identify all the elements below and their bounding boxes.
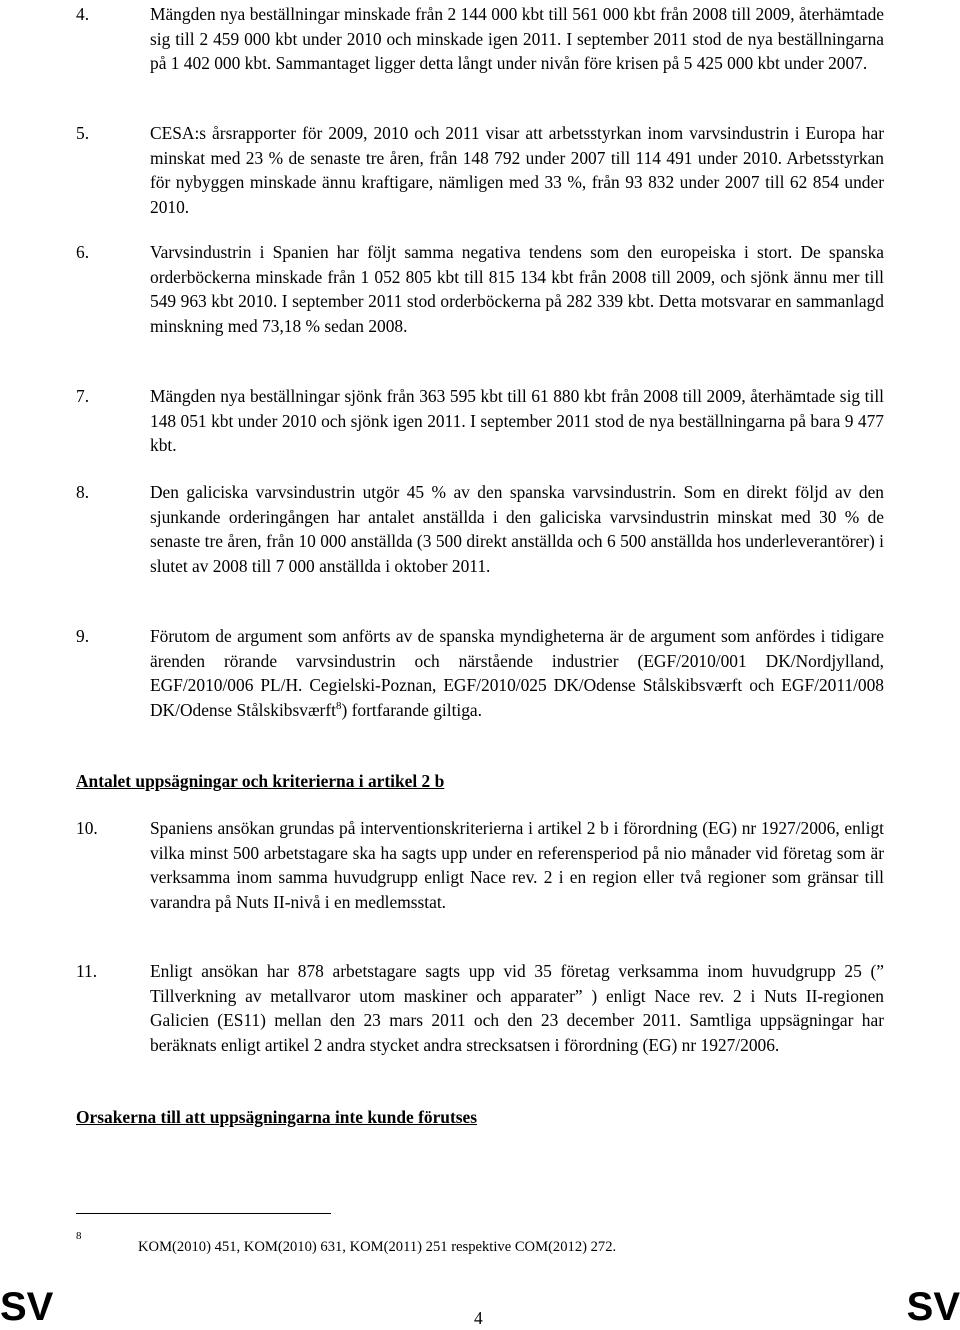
paragraph-5: [76, 121, 884, 219]
paragraph-number: 11.: [76, 961, 98, 981]
footer-language-right: SV: [906, 1285, 960, 1329]
footnote-text: KOM(2010) 451, KOM(2010) 631, KOM(2011) 251 respektive COM(2012) 272.: [138, 1239, 617, 1255]
footnote-mark: 8: [76, 1230, 82, 1242]
paragraph-8: [76, 480, 884, 578]
paragraph-text-tail: ) fortfarande giltiga.: [341, 699, 482, 720]
paragraph-text: Varvsindustrin i Spanien har följt samma negativa tendens som den europeiska i stort. De spanska orderböckerna minskade från 1 052 805 kbt till 815 134 kbt från 2008 till 2009, och sjönk ännu mer till 549 963 kbt 2010. I september 2011 stod orderböckerna på 282 339 kbt. Detta motsvarar en sammanlagd minskning med 73,18 % sedan 2008.: [150, 242, 884, 336]
paragraph-number: 8.: [76, 482, 90, 502]
paragraph-number: 10.: [76, 818, 98, 838]
paragraph-text: Spaniens ansökan grundas på interventionskriterierna i artikel 2 b i förordning (EG) nr 1927/2006, enligt vilka minst 500 arbetstagare ska ha sagts upp under en referensperiod på nio månader vid företag som är verksamma inom samma huvudgrupp enligt Nace rev. 2 i en region eller två regioner som gränsar till varandra på Nuts II-nivå i en medlemsstat.: [150, 818, 884, 912]
paragraph-4: [76, 2, 884, 76]
paragraph-9: [76, 624, 884, 722]
paragraph-11: [76, 959, 884, 1057]
paragraph-text-main: Förutom de argument som anförts av de spanska myndigheterna är de argument som anfördes i tidigare ärenden rörande varvsindustrin och närstående industrier (EGF/2010/001 DK/Nordjylland, EGF/2010/006 PL/H. Cegielski-Poznan, EGF/2010/025 DK/Odense Stålskibsværft och EGF/2011/008 DK/Odense Stålskibsværft: [150, 626, 884, 720]
page-number: 4: [474, 1308, 483, 1328]
paragraph-7: [76, 384, 884, 458]
footnote-divider: [76, 1213, 331, 1214]
paragraph-number: 4.: [76, 4, 90, 24]
section-heading-causes: Orsakerna till att uppsägningarna inte kunde förutses: [76, 1107, 478, 1127]
paragraph-text: Mängden nya beställningar minskade från 2 144 000 kbt till 561 000 kbt från 2008 till 2009, återhämtade sig till 2 459 000 kbt under 2010 och minskade igen 2011. I september 2011 stod de nya beställningarna på 1 402 000 kbt. Sammantaget ligger detta långt under nivån före krisen på 5 425 000 kbt under 2007.: [150, 4, 884, 74]
paragraph-text: [150, 624, 884, 722]
paragraph-number: 9.: [76, 626, 90, 646]
paragraph-number: 7.: [76, 386, 90, 406]
footnote-reference: 8: [335, 699, 342, 712]
paragraph-text: Den galiciska varvsindustrin utgör 45 % av den spanska varvsindustrin. Som en direkt följd av den sjunkande orderingången har antalet anställda i den galiciska varvsindustrin minskat med 30 % de senaste tre åren, från 10 000 anställda (3 500 direkt anställda och 6 500 anställda hos underleverantörer) i slutet av 2008 till 7 000 anställda i oktober 2011.: [150, 482, 884, 576]
footer-language-left: SV: [0, 1285, 54, 1329]
paragraph-number: 5.: [76, 123, 90, 143]
paragraph-text: CESA:s årsrapporter för 2009, 2010 och 2011 visar att arbetsstyrkan inom varvsindustrin i Europa har minskat med 23 % de senaste tre åren, från 148 792 under 2007 till 114 491 under 2010. Arbetsstyrkan för nybyggen minskade ännu kraftigare, nämligen med 33 %, från 93 832 under 2007 till 62 854 under 2010.: [150, 123, 884, 217]
section-heading-criteria: Antalet uppsägningar och kriterierna i artikel 2 b: [76, 771, 445, 791]
paragraph-10: [76, 816, 884, 914]
paragraph-6: [76, 240, 884, 338]
paragraph-text: Mängden nya beställningar sjönk från 363 595 kbt till 61 880 kbt från 2008 till 2009, återhämtade sig till 148 051 kbt under 2010 och sjönk igen 2011. I september 2011 stod de nya beställningarna på bara 9 477 kbt.: [150, 386, 884, 456]
paragraph-text: Enligt ansökan har 878 arbetstagare sagts upp vid 35 företag verksamma inom huvudgrupp 25 (” Tillverkning av metallvaror utom maskiner och apparater” ) enligt Nace rev. 2 i Nuts II-regionen Galicien (ES11) mellan den 23 mars 2011 och den 23 december 2011. Samtliga uppsägningar har beräknats enligt artikel 2 andra stycket andra strecksatsen i förordning (EG) nr 1927/2006.: [150, 961, 884, 1055]
paragraph-number: 6.: [76, 242, 90, 262]
